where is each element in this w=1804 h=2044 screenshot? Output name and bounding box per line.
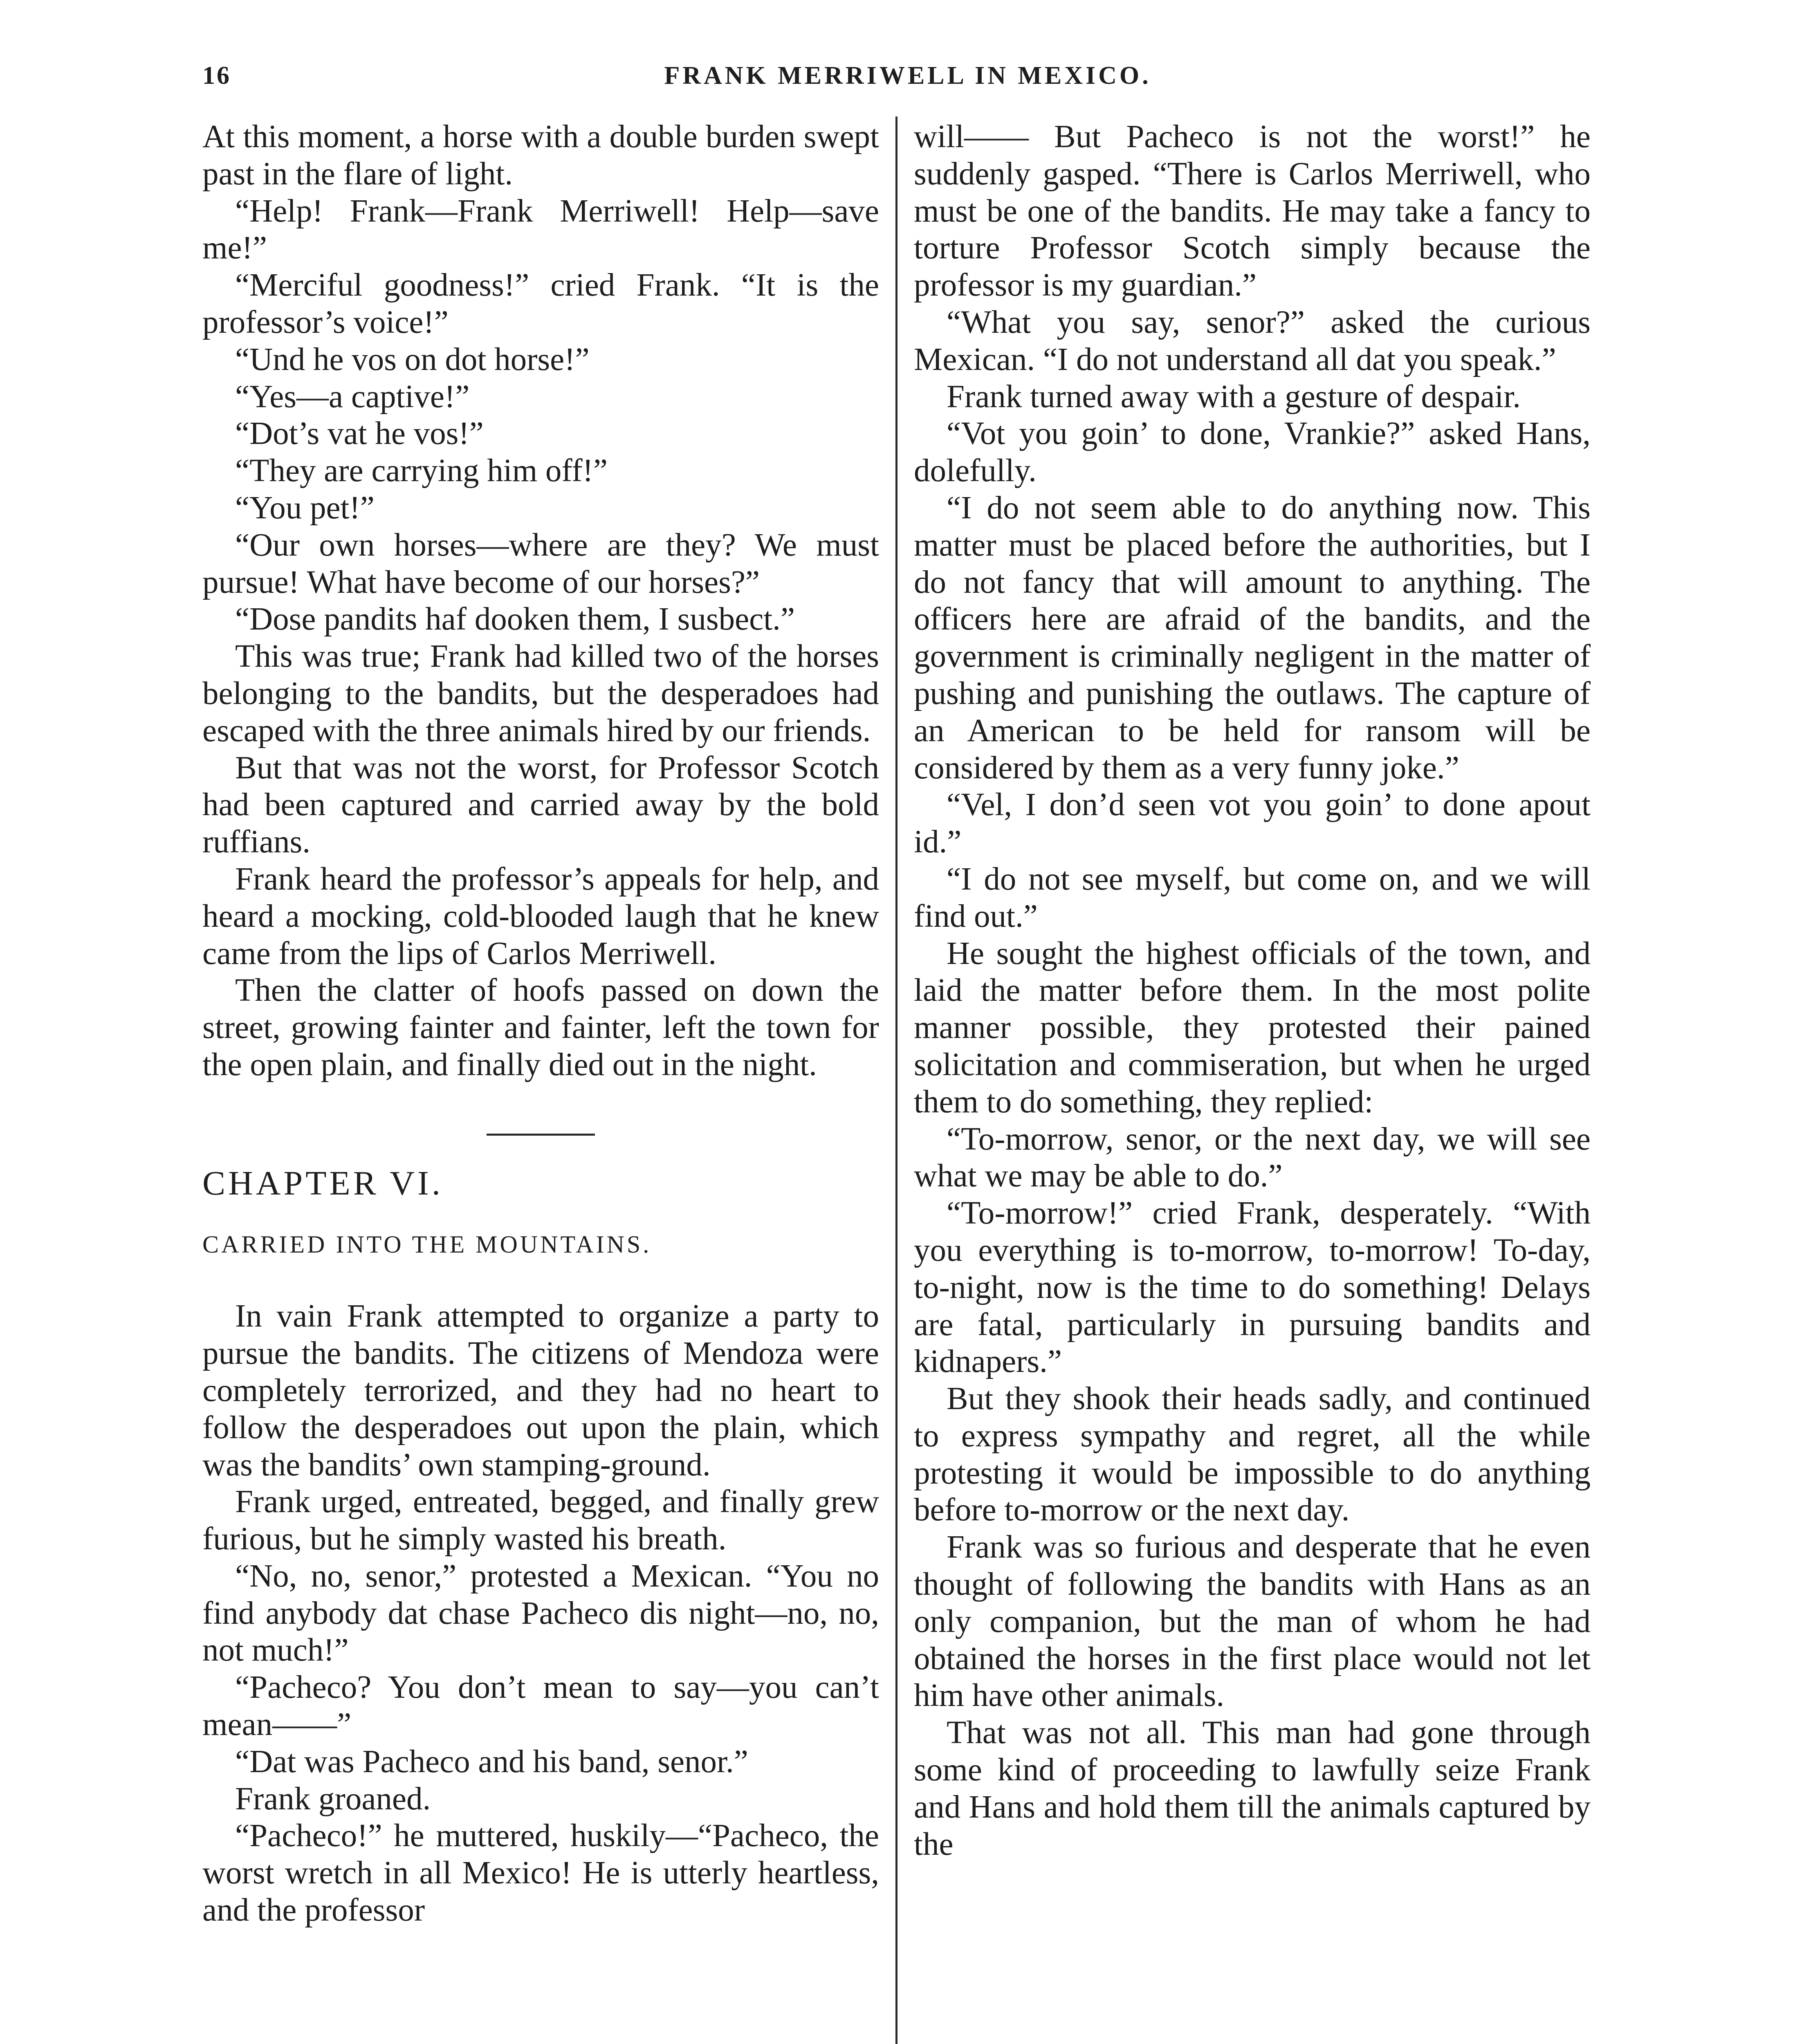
- paragraph: Frank was so furious and desperate that he even thought of following the bandits with Hans as an only companion, but the man of whom he had obtained the horses in the first place would not let him have other animals.: [914, 1529, 1591, 1714]
- paragraph: “To-morrow, senor, or the next day, we will see what we may be able to do.”: [914, 1121, 1591, 1194]
- paragraph: “Vel, I don’d seen vot you goin’ to done apout id.”: [914, 787, 1591, 860]
- left-column: [202, 119, 879, 1929]
- paragraph: “I do not seem able to do anything now. This matter must be placed before the authorities, but I do not fancy that will amount to anything. The officers here are afraid of the bandits, and the government is criminally negligent in the matter of pushing and punishing the outlaws. The capture of an American to be held for ransom will be considered by them as a very funny joke.”: [914, 490, 1591, 786]
- paragraph: “Pacheco? You don’t mean to say—you can’t mean——”: [202, 1670, 879, 1743]
- paragraph: “Dat was Pacheco and his band, senor.”: [235, 1744, 748, 1780]
- paragraph: “Dose pandits haf dooken them, I susbect.”: [235, 601, 795, 637]
- paragraph: “I do not see myself, but come on, and we will find out.”: [914, 861, 1591, 934]
- paragraph: “Dot’s vat he vos!”: [235, 416, 484, 452]
- paragraph: Then the clatter of hoofs passed on down the street, growing fainter and fainter, left the town for the open plain, and finally died out in the night.: [202, 973, 879, 1083]
- paragraph: “You pet!”: [235, 490, 375, 526]
- paragraph: But that was not the worst, for Professor Scotch had been captured and carried away by the bold ruffians.: [202, 750, 879, 860]
- chapter-title: CHAPTER VI.: [202, 1164, 443, 1202]
- paragraph: In vain Frank attempted to organize a party to pursue the bandits. The citizens of Mendoza were completely terrorized, and they had no heart to follow the desperadoes out upon the plain, which was the bandits’ own stamping-ground.: [202, 1298, 879, 1483]
- paragraph: “They are carrying him off!”: [235, 453, 608, 489]
- paragraph: Frank heard the professor’s appeals for help, and heard a mocking, cold-blooded laugh that he knew came from the lips of Carlos Merriwell.: [202, 861, 879, 971]
- paragraph: Frank groaned.: [235, 1781, 431, 1817]
- paragraph: “Pacheco!” he muttered, huskily—“Pacheco, the worst wretch in all Mexico! He is utterly heartless, and the professor: [202, 1818, 879, 1928]
- page-number: 16: [202, 62, 231, 90]
- paragraph: “Our own horses—where are they? We must pursue! What have become of our horses?”: [202, 527, 879, 600]
- page-header: [202, 61, 1613, 106]
- paragraph: “No, no, senor,” protested a Mexican. “You no find anybody dat chase Pacheco dis night—no, no, not much!”: [202, 1558, 879, 1668]
- paragraph-continuation: will—— But Pacheco is not the worst!” he suddenly gasped. “There is Carlos Merriwell, who must be one of the bandits. He may take a fancy to torture Professor Scotch simply because the professor is my guardian.”: [914, 119, 1591, 303]
- right-column: [914, 119, 1591, 1863]
- column-divider: [895, 117, 898, 2044]
- paragraph: At this moment, a horse with a double burden swept past in the flare of light.: [202, 119, 879, 192]
- paragraph: “To-morrow!” cried Frank, desperately. “With you everything is to-morrow, to-morrow! To-day, to-night, now is the time to do something! Delays are fatal, particularly in pursuing bandits and kidnapers.”: [914, 1195, 1591, 1380]
- paragraph: “What you say, senor?” asked the curious Mexican. “I do not understand all dat you speak.”: [914, 304, 1591, 377]
- chapter-subtitle: CARRIED INTO THE MOUNTAINS.: [202, 1230, 652, 1258]
- paragraph: This was true; Frank had killed two of the horses belonging to the bandits, but the desperadoes had escaped with the three animals hired by our friends.: [202, 639, 879, 749]
- paragraph: “Vot you goin’ to done, Vrankie?” asked Hans, dolefully.: [914, 416, 1591, 489]
- paragraph: But they shook their heads sadly, and continued to express sympathy and regret, all the while protesting it would be impossible to do anything before to-morrow or the next day.: [914, 1381, 1591, 1528]
- running-title: FRANK MERRIWELL IN MEXICO.: [664, 62, 1151, 90]
- paragraph: That was not all. This man had gone through some kind of proceeding to lawfully seize Frank and Hans and hold them till the animals captured by the: [914, 1715, 1591, 1862]
- paragraph: Frank urged, entreated, begged, and finally grew furious, but he simply wasted his breath.: [202, 1484, 879, 1557]
- paragraph: “Yes—a captive!”: [235, 379, 470, 415]
- section-divider: [487, 1134, 595, 1136]
- paragraph: “Help! Frank—Frank Merriwell! Help—save me!”: [202, 193, 879, 266]
- paragraph: “Und he vos on dot horse!”: [235, 341, 590, 377]
- paragraph: Frank turned away with a gesture of despair.: [947, 379, 1521, 415]
- paragraph: He sought the highest officials of the town, and laid the matter before them. In the most polite manner possible, they protested their pained solicitation and commiseration, but when he urged them to do something, they replied:: [914, 935, 1591, 1120]
- paragraph: “Merciful goodness!” cried Frank. “It is the professor’s voice!”: [202, 267, 879, 340]
